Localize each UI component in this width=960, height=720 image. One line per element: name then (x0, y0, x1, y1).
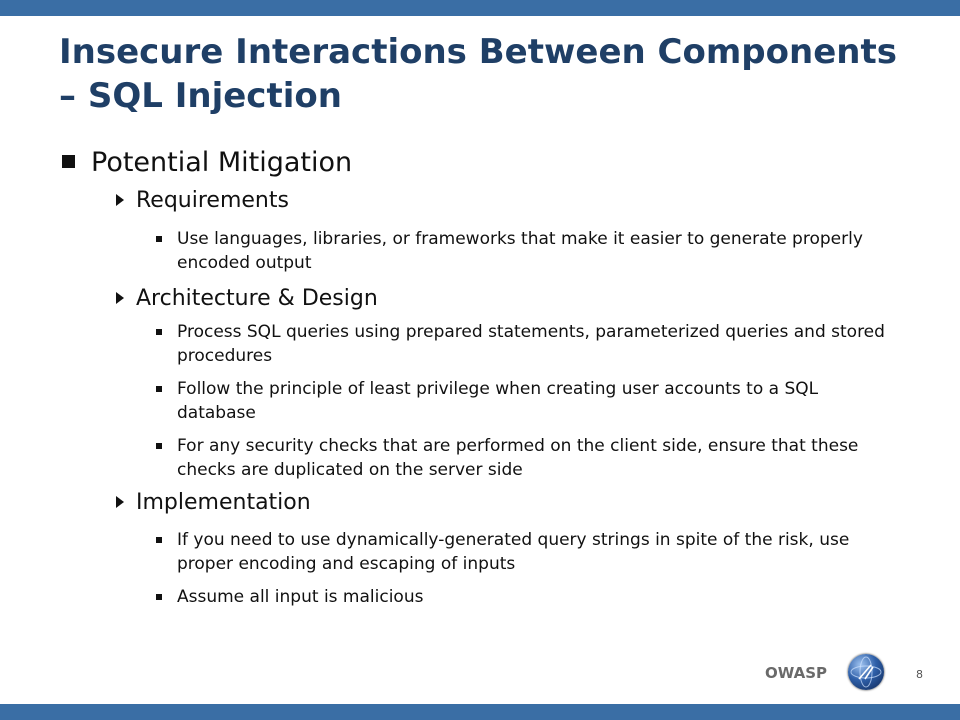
section-heading (116, 187, 289, 215)
list-item (156, 320, 896, 368)
section-label: Architecture & Design (136, 286, 378, 311)
section-heading (116, 285, 378, 313)
small-square-bullet-icon (156, 236, 162, 242)
top-accent-bar (0, 0, 960, 16)
list-item-text: For any security checks that are performed on the client side, ensure that these checks are duplicated on the server side (177, 436, 859, 480)
slide-title (59, 30, 939, 118)
footer-brand: OWASP (765, 664, 828, 682)
owasp-globe-icon (848, 654, 884, 690)
slide-title-line1: Insecure Interactions Between Components (59, 32, 897, 72)
triangle-bullet-icon (116, 194, 124, 206)
square-bullet-icon (62, 155, 75, 168)
list-item-text: If you need to use dynamically-generated query strings in spite of the risk, use proper encoding and escaping of inputs (177, 530, 850, 574)
list-item (156, 377, 896, 425)
list-item-text: Use languages, libraries, or frameworks that make it easier to generate properly encoded output (177, 229, 863, 273)
section-label: Requirements (136, 188, 289, 213)
list-item-text: Process SQL queries using prepared statements, parameterized queries and stored procedures (177, 322, 885, 366)
list-item (156, 434, 896, 482)
list-item (156, 528, 896, 576)
slide-title-line2: – SQL Injection (59, 76, 342, 116)
triangle-bullet-icon (116, 496, 124, 508)
list-item (156, 227, 896, 275)
small-square-bullet-icon (156, 594, 162, 600)
section-label: Implementation (136, 490, 311, 515)
triangle-bullet-icon (116, 292, 124, 304)
list-item (156, 585, 896, 609)
main-bullet (62, 146, 352, 180)
small-square-bullet-icon (156, 329, 162, 335)
bottom-accent-bar (0, 704, 960, 720)
small-square-bullet-icon (156, 537, 162, 543)
list-item-text: Follow the principle of least privilege when creating user accounts to a SQL database (177, 379, 819, 423)
small-square-bullet-icon (156, 386, 162, 392)
list-item-text: Assume all input is malicious (177, 587, 424, 607)
main-bullet-label: Potential Mitigation (91, 147, 353, 178)
small-square-bullet-icon (156, 443, 162, 449)
section-heading (116, 489, 311, 517)
page-number: 8 (916, 668, 923, 681)
